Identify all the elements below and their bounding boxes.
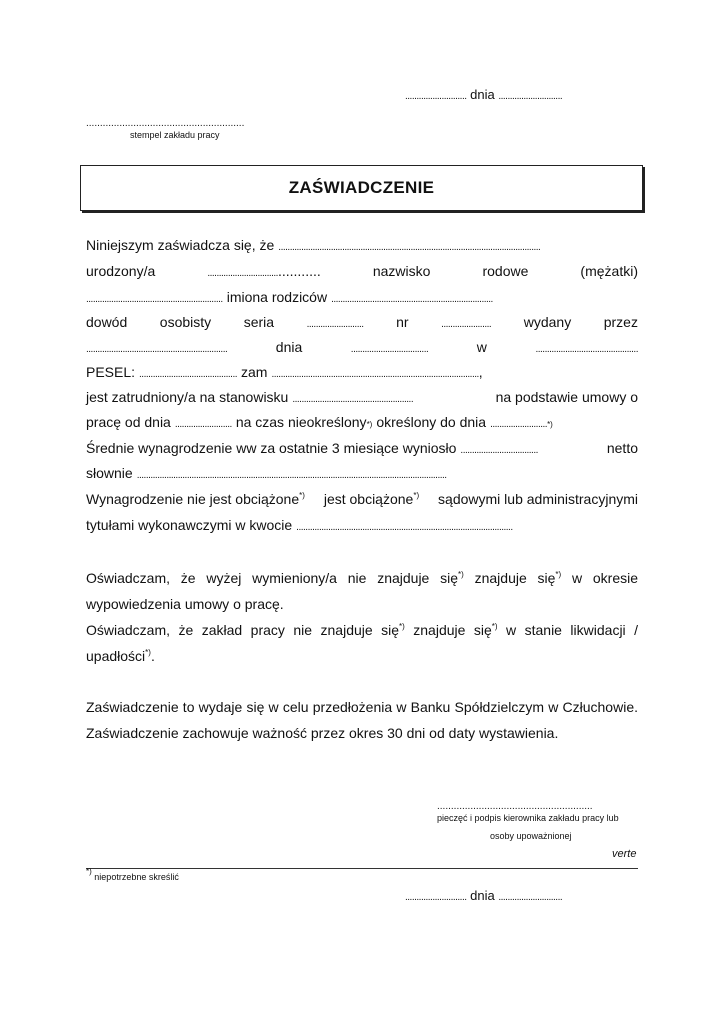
- encumbrance-text: sądowymi lub administracyjnymi: [438, 491, 638, 507]
- signature-label-2: osoby upoważnionej: [490, 831, 572, 841]
- salary-words-field[interactable]: ........................................................................................................................................: [136, 470, 447, 481]
- form-line-10: [86, 465, 638, 485]
- verte-label: verte: [612, 848, 637, 860]
- pesel-label: PESEL:: [86, 364, 136, 380]
- footnote: [86, 867, 179, 882]
- birth-field-end: ...........: [277, 263, 321, 279]
- date-place-field[interactable]: ...........................: [405, 91, 467, 102]
- form-line-8: pracę od dnia ......................... na czas nieokreślony *) określony do dnia ......................... *): [86, 414, 553, 430]
- definite-label[interactable]: określony do dnia: [376, 414, 487, 430]
- footer-date-place-field[interactable]: ...........................: [405, 892, 467, 903]
- statement1-text-b: znajduje się: [474, 570, 556, 586]
- header-date-line: [405, 87, 562, 102]
- signature-field[interactable]: ........................................................: [437, 801, 593, 812]
- amount-field[interactable]: ...............................................................................................: [296, 522, 513, 533]
- parents-label: imiona rodziców: [226, 289, 328, 305]
- salary-field[interactable]: ..................................: [460, 445, 538, 456]
- id-number-field[interactable]: ......................: [441, 319, 492, 330]
- signature-label-1: pieczęć i podpis kierownika zakładu pracy lub: [437, 813, 619, 823]
- statement2-text-c: w stanie likwidacji / upadłości: [86, 622, 639, 664]
- word-mezatki: (mężatki): [580, 263, 638, 279]
- encumbered-label[interactable]: jest obciążone: [323, 491, 414, 507]
- statement1-text-c: w okresie wypowiedzenia umowy o pracę.: [86, 570, 639, 612]
- form-line-11: [86, 491, 638, 511]
- period: .: [150, 648, 155, 664]
- form-line-2: [86, 263, 638, 283]
- liquidation-statement: [86, 617, 638, 669]
- footer-date-word: dnia: [470, 888, 495, 903]
- amount-label: tytułami wykonawczymi w kwocie: [86, 517, 293, 533]
- word-seria: seria: [243, 314, 275, 330]
- word-osobisty: osobisty: [159, 314, 212, 330]
- contract-basis-text: na podstawie umowy o: [495, 389, 638, 405]
- footnote-mark: *): [491, 622, 498, 631]
- pesel-field[interactable]: ...........................................: [139, 369, 237, 380]
- born-label: urodzony/a: [86, 263, 156, 279]
- netto-label: netto: [606, 440, 638, 456]
- title-box: [80, 165, 643, 211]
- comma: ,: [478, 364, 483, 380]
- footnote-mark: *): [555, 570, 562, 579]
- form-line-9: [86, 440, 638, 460]
- footnote-mark: *): [399, 622, 405, 631]
- definite-until-field[interactable]: .........................: [490, 419, 548, 430]
- footer-date-value-field[interactable]: ............................: [498, 892, 563, 903]
- form-line-12: [86, 517, 638, 537]
- form-line-5: [86, 339, 638, 359]
- position-field[interactable]: .....................................................: [292, 394, 414, 405]
- indefinite-label[interactable]: na czas nieokreślony: [235, 414, 367, 430]
- notice-period-statement: [86, 565, 638, 617]
- word-przez: przez: [603, 314, 638, 330]
- statement2-text-b: znajduje się: [413, 622, 492, 638]
- maiden-name-field[interactable]: ............................................................: [86, 294, 223, 305]
- date-word: dnia: [470, 87, 495, 102]
- word-nazwisko: nazwisko: [372, 263, 431, 279]
- word-wydany: wydany: [523, 314, 572, 330]
- stamp-label: stempel zakładu pracy: [130, 130, 220, 140]
- id-series-field[interactable]: .........................: [306, 319, 364, 330]
- statement1-text-a: Oświadczam, że wyżej wymieniony/a nie znajduje się: [86, 570, 459, 586]
- employed-since-field[interactable]: .........................: [174, 419, 232, 430]
- stamp-dots[interactable]: .........................................................: [86, 118, 245, 129]
- page-title: ZAŚWIADCZENIE: [288, 178, 435, 197]
- address-field[interactable]: ...........................................................................................: [271, 369, 479, 380]
- form-line-1: [86, 237, 638, 257]
- birth-field[interactable]: ...............................: [207, 268, 278, 279]
- person-name-field[interactable]: ...................................................................................................................: [278, 242, 541, 253]
- footnote-text: niepotrzebne skreślić: [94, 872, 179, 882]
- footer-date-line: [405, 888, 562, 903]
- validity-statement: Zaświadczenie to wydaje się w celu przedłożenia w Banku Spółdzielczym w Człuchowie. Zaświadczenie zachowuje ważność przez okres 30 dni od daty wystawienia.: [86, 699, 638, 741]
- footnote-divider: [86, 868, 638, 869]
- parents-field[interactable]: .......................................................................: [331, 294, 493, 305]
- position-label: jest zatrudniony/a na stanowisku: [86, 389, 289, 405]
- word-dnia: dnia: [275, 339, 303, 355]
- form-line-4: [86, 314, 638, 334]
- issuer-field[interactable]: ..............................................................: [86, 344, 228, 355]
- not-encumbered-label[interactable]: Wynagrodzenie nie jest obciążone: [86, 491, 300, 507]
- issue-date-field[interactable]: ..................................: [350, 344, 429, 355]
- form-line-7: [86, 389, 638, 409]
- word-w: w: [476, 339, 487, 355]
- word-rodowe: rodowe: [482, 263, 529, 279]
- footnote-mark: *): [458, 570, 464, 579]
- form-line-6: [86, 364, 638, 384]
- in-words-label: słownie: [86, 465, 133, 481]
- footnote-mark: *): [86, 867, 92, 876]
- form-line-3: [86, 289, 638, 309]
- address-label: zam: [241, 364, 268, 380]
- footnote-mark: *): [145, 648, 151, 657]
- statement2-text-a: Oświadczam, że zakład pracy nie znajduje się: [86, 622, 400, 638]
- footnote-mark: *): [299, 491, 305, 500]
- employed-since-label: pracę od dnia: [86, 414, 171, 430]
- footnote-mark: *): [413, 491, 420, 500]
- word-nr: nr: [396, 314, 409, 330]
- date-value-field[interactable]: ............................: [498, 91, 563, 102]
- intro-text: Niniejszym zaświadcza się, że: [86, 237, 275, 253]
- salary-label: Średnie wynagrodzenie ww za ostatnie 3 miesiące wyniosło: [86, 440, 457, 456]
- word-dowod: dowód: [86, 314, 128, 330]
- issue-place-field[interactable]: .............................................: [535, 344, 638, 355]
